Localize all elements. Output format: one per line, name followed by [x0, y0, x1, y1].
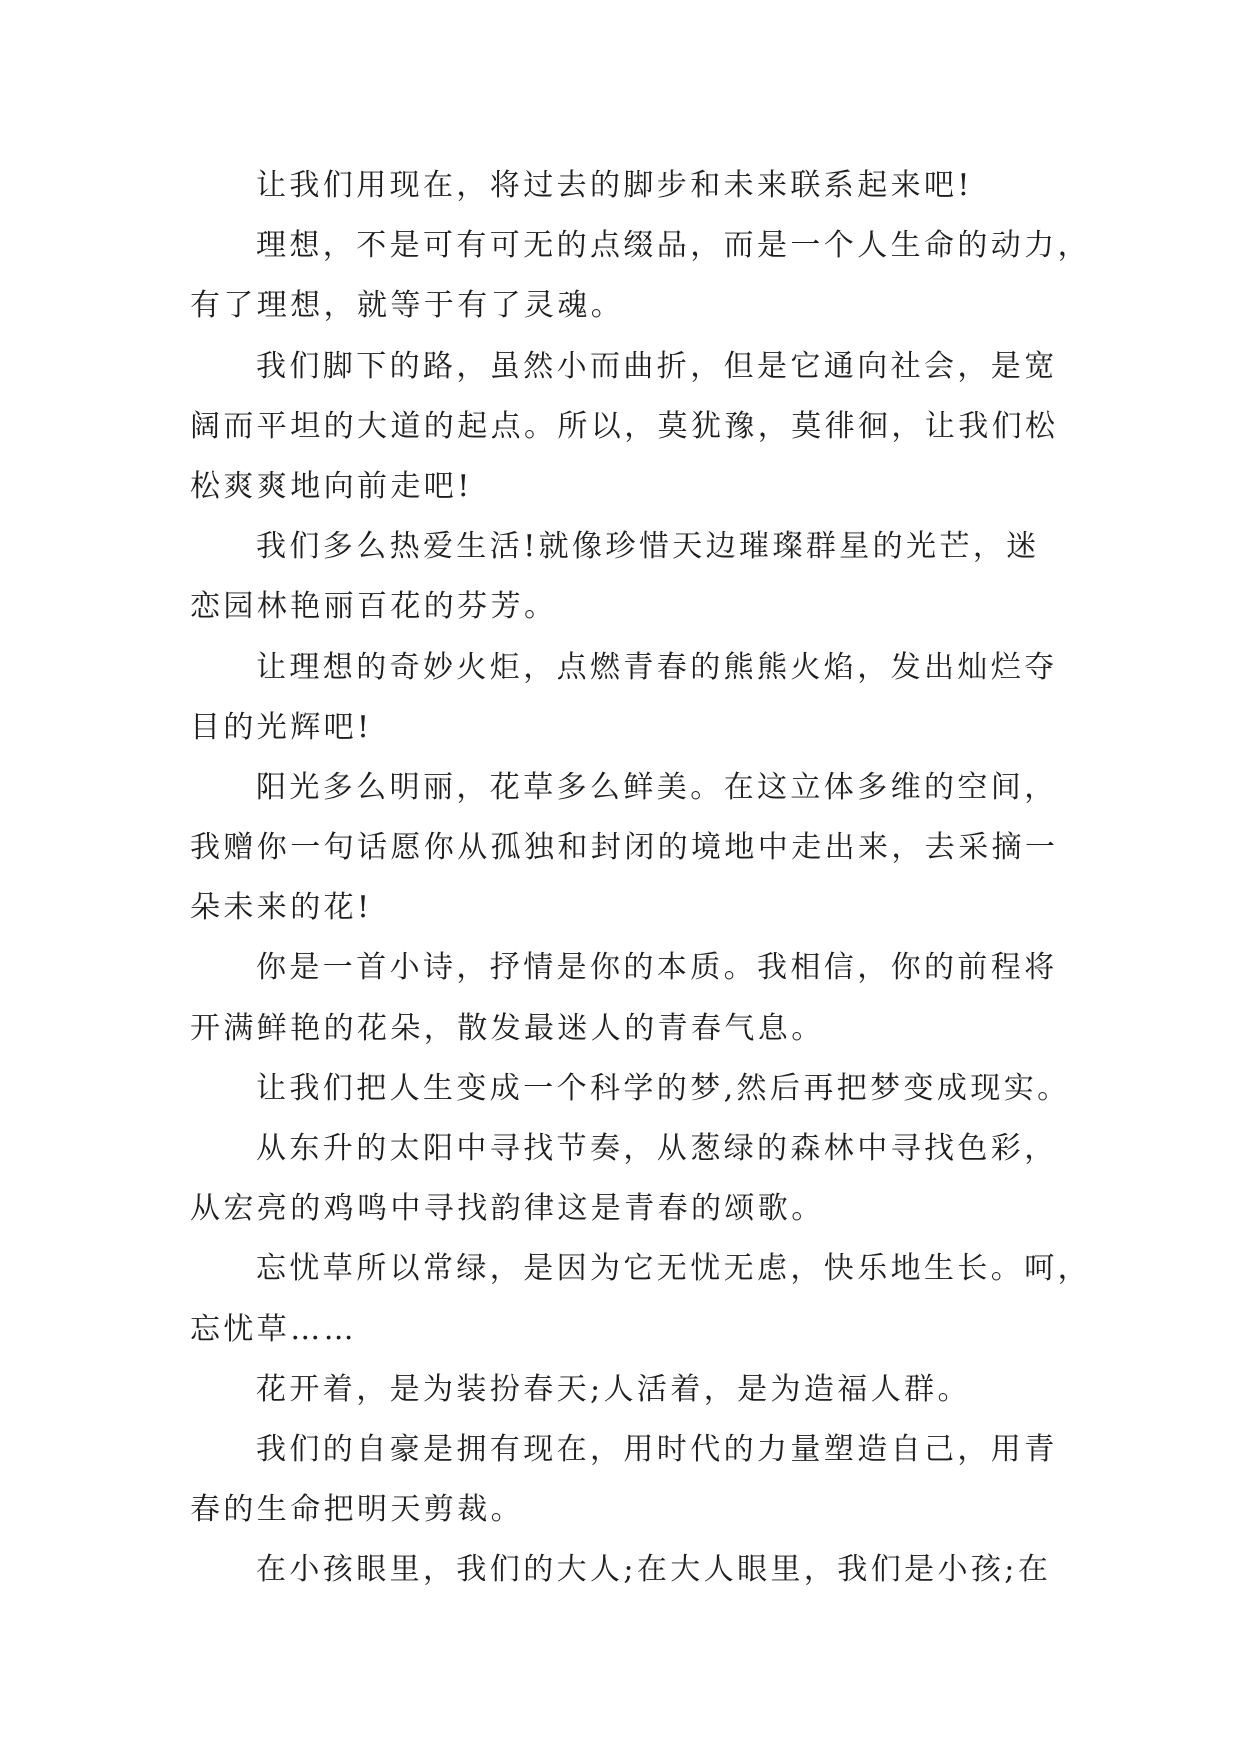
- text-line: 朵未来的花!: [190, 890, 373, 926]
- paragraph: [190, 216, 1091, 336]
- paragraph: [190, 1540, 1070, 1600]
- paragraph: [190, 1059, 1070, 1119]
- paragraph: [190, 1119, 1070, 1239]
- paragraph: [190, 638, 1070, 758]
- text-line: 让我们用现在，将过去的脚步和未来联系起来吧!: [256, 168, 973, 203]
- text-line: 有了理想，就等于有了灵魂。: [190, 288, 625, 324]
- text-line: 阔而平坦的大道的起点。所以，莫犹豫，莫徘徊，让我们松: [190, 408, 1059, 444]
- text-line: 松爽爽地向前走吧!: [190, 468, 473, 504]
- text-line: 恋园林艳丽百花的芬芳。: [190, 589, 558, 625]
- paragraph: [190, 337, 1070, 518]
- document-body: [190, 156, 1091, 1601]
- text-line: 我们脚下的路，虽然小而曲折，但是它通向社会，是宽: [256, 348, 1058, 384]
- text-line: 让理想的奇妙火炬，点燃青春的熊熊火焰，发出灿烂夺: [256, 649, 1058, 685]
- text-line: 我们的自豪是拥有现在，用时代的力量塑造自己，用青: [256, 1431, 1058, 1467]
- text-line: 花开着，是为装扮春天;人活着，是为造福人群。: [256, 1371, 971, 1407]
- text-line: 开满鲜艳的花朵，散发最迷人的青春气息。: [190, 1010, 825, 1046]
- text-line: 让我们把人生变成一个科学的梦,然后再把梦变成现实。: [256, 1070, 1071, 1106]
- text-line: 从东升的太阳中寻找节奏，从葱绿的森林中寻找色彩，: [256, 1131, 1058, 1166]
- paragraph: [190, 156, 1070, 216]
- text-line: 我赠你一句话愿你从孤独和封闭的境地中走出来，去采摘一: [190, 830, 1059, 866]
- paragraph: [190, 758, 1070, 939]
- paragraph: [190, 1420, 1070, 1540]
- paragraph: [190, 517, 1070, 637]
- paragraph: [190, 938, 1070, 1058]
- text-line: 你是一首小诗，抒情是你的本质。我相信，你的前程将: [256, 950, 1058, 986]
- text-line: 在小孩眼里，我们的大人;在大人眼里，我们是小孩;在: [256, 1552, 1052, 1588]
- paragraph: [190, 1239, 1091, 1359]
- text-line: 理想，不是可有可无的点缀品，而是一个人生命的动力，: [256, 228, 1091, 264]
- text-line: 忘忧草……: [190, 1311, 357, 1347]
- text-line: 我们多么热爱生活!就像珍惜天边璀璨群星的光芒，迷: [256, 529, 1040, 565]
- text-line: 从宏亮的鸡鸣中寻找韵律这是青春的颂歌。: [190, 1191, 825, 1227]
- text-line: 春的生命把明天剪裁。: [190, 1492, 524, 1528]
- paragraph: [190, 1360, 1070, 1420]
- text-line: 阳光多么明丽，花草多么鲜美。在这立体多维的空间，: [256, 769, 1058, 805]
- text-line: 目的光辉吧!: [190, 709, 373, 745]
- text-line: 忘忧草所以常绿，是因为它无忧无虑，快乐地生长。呵，: [256, 1251, 1091, 1287]
